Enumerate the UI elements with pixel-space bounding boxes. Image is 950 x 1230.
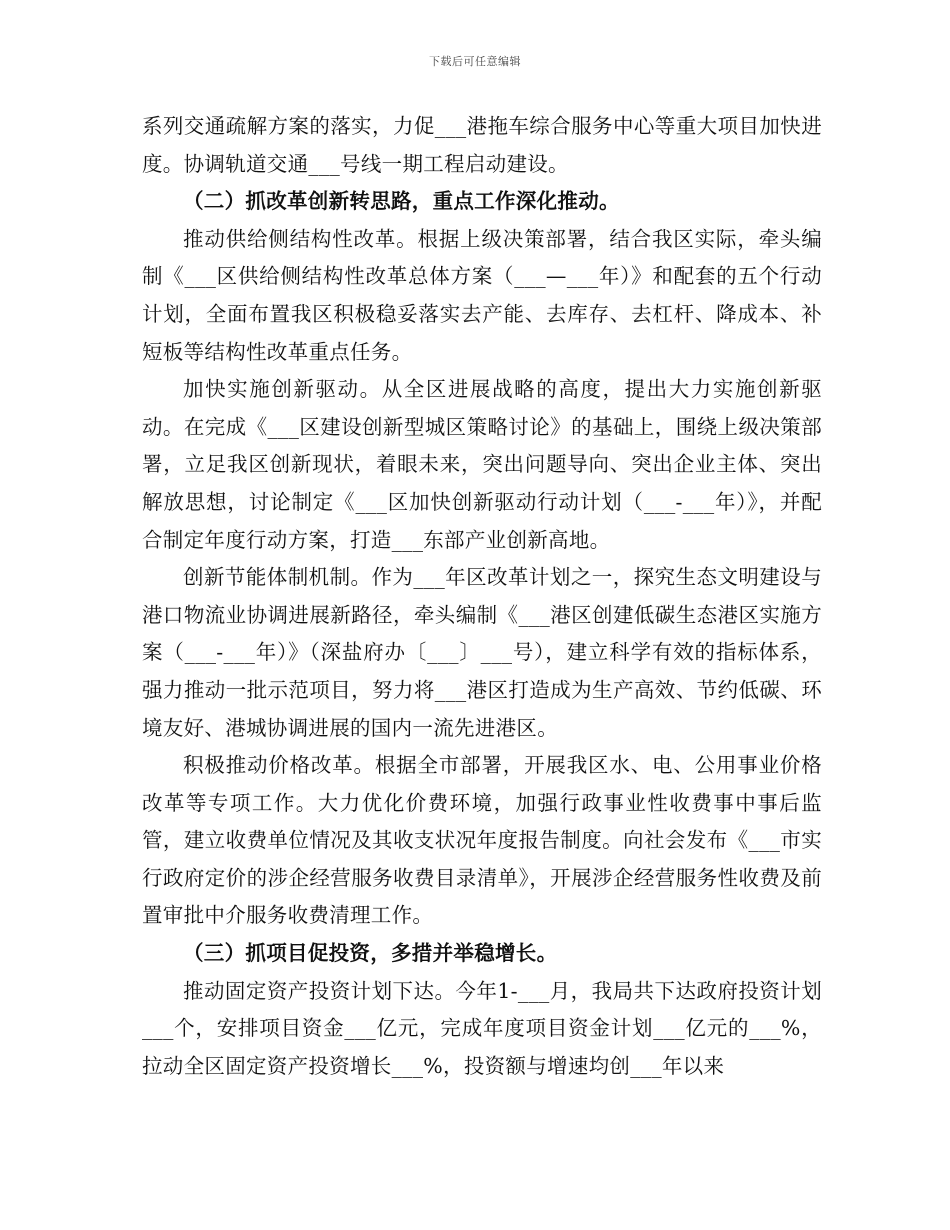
paragraph-innovation-driven: 加快实施创新驱动。从全区进展战略的高度，提出大力实施创新驱动。在完成《___区建设创新型城区策略讨论》的基础上，围绕上级决策部署，立足我区创新现状，着眼未来，突出问题导向、突出企业主体、突出解放思想，讨论制定《___区加快创新驱动行动计划（___-___年）》，并配合制定年度行动方案，打造___东部产业创新高地。 <box>142 377 822 552</box>
page-header: 下载后可任意编辑 <box>429 55 521 68</box>
paragraph-continuation: 系列交通疏解方案的落实，力促___港拖车综合服务中心等重大项目加快进度。协调轨道交通___号线一期工程启动建设。 <box>142 114 822 176</box>
paragraph-energy-saving: 创新节能体制机制。作为___年区改革计划之一，探究生态文明建设与港口物流业协调进展新路径，牵头编制《___港区创建低碳生态港区实施方案（___-___年）》（深盐府办〔___〕___号），建立科学有效的指标体系，强力推动一批示范项目，努力将___港区打造成为生产高效、节约低碳、环境友好、港城协调进展的国内一流先进港区。 <box>142 565 822 740</box>
paragraph-supply-side-reform: 推动供给侧结构性改革。根据上级决策部署，结合我区实际，牵头编制《___区供给侧结构性改革总体方案（___—___年）》和配套的五个行动计划，全面布置我区积极稳妥落实去产能、去库存、去杠杆、降成本、补短板等结构性改革重点任务。 <box>142 226 822 364</box>
document-body <box>142 108 822 1085</box>
section-heading-2: （二）抓改革创新转思路，重点工作深化推动。 <box>183 189 620 214</box>
paragraph-fixed-asset-investment: 推动固定资产投资计划下达。今年1-___月，我局共下达政府投资计划___个，安排项目资金___亿元，完成年度项目资金计划___亿元的___%，拉动全区固定资产投资增长___%，投资额与增速均创___年以来 <box>142 978 822 1078</box>
paragraph-price-reform: 积极推动价格改革。根据全市部署，开展我区水、电、公用事业价格改革等专项工作。大力优化价费环境，加强行政事业性收费事中事后监管，建立收费单位情况及其收支状况年度报告制度。向社会发布《___市实行政府定价的涉企经营服务收费目录清单》，开展涉企经营服务性收费及前置审批中介服务收费清理工作。 <box>142 753 822 928</box>
section-heading-3: （三）抓项目促投资，多措并举稳增长。 <box>183 941 558 966</box>
